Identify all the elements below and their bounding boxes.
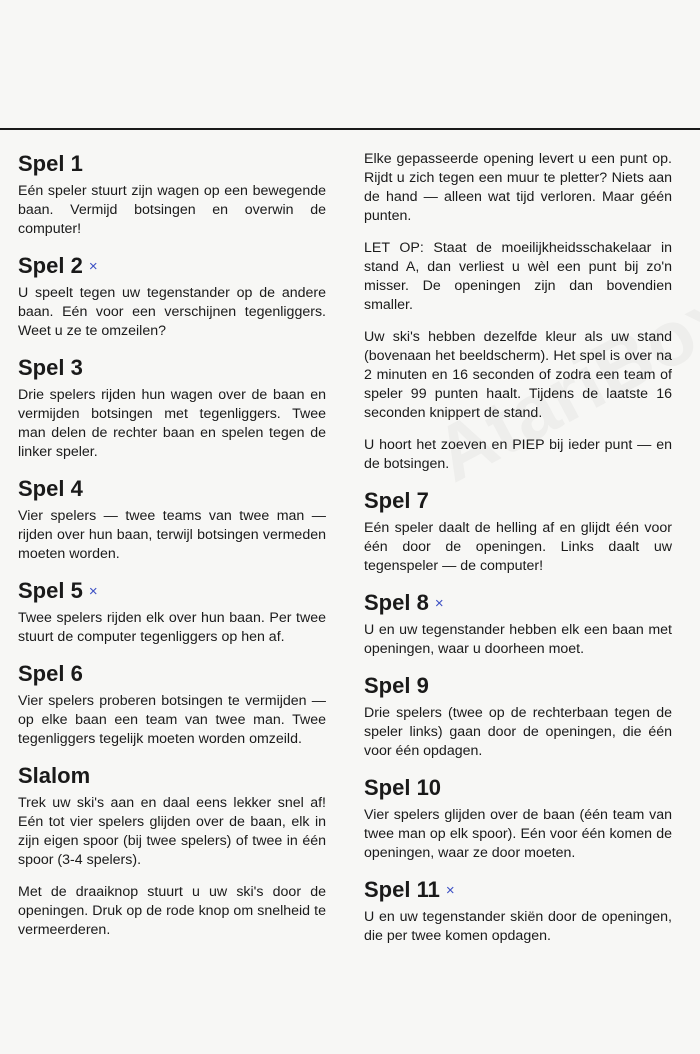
section-paragraph: U speelt tegen uw tegenstander op de andere baan. Eén voor een verschijnen tegenliggers. Weet u ze te omzeilen? (18, 285, 326, 339)
section-spel-9 (364, 672, 672, 761)
section-paragraph: U en uw tegenstander skiën door de openingen, die per twee komen opdagen. (364, 909, 672, 944)
section-heading (18, 577, 326, 605)
intro-paragraph: Elke gepasseerde opening levert u een punt op. Rijdt u zich tegen een muur te pletter? Niets aan de hand — alleen wat tijd verloren. Maar géén punten. (364, 151, 672, 224)
section-heading (364, 774, 672, 802)
section-paragraph: Vier spelers proberen botsingen te vermijden — op elke baan een team van twee man. Twee tegenliggers tegelijk moeten worden omzeild. (18, 693, 326, 747)
section-heading-text: Spel 7 (364, 488, 429, 513)
section-heading-text: Spel 6 (18, 661, 83, 686)
section-paragraph: Drie spelers rijden hun wagen over de baan en vermijden botsingen met tegenliggers. Twee man delen de rechter baan en spelen tegen de linker speler. (18, 387, 326, 460)
section-spel-4 (18, 475, 326, 564)
right-column (364, 150, 672, 959)
section-paragraph: Drie spelers (twee op de rechterbaan tegen de speler links) gaan door de openingen, die één voor één opdagen. (364, 705, 672, 759)
section-spel-2 (18, 252, 326, 341)
section-heading-text: Spel 4 (18, 476, 83, 501)
section-heading-text: Spel 1 (18, 151, 83, 176)
section-heading-text: Spel 2 (18, 253, 83, 278)
section-spel-3 (18, 354, 326, 462)
section-heading-text: Spel 11 (364, 877, 440, 902)
section-paragraph: U en uw tegenstander hebben elk een baan met openingen, waar u doorheen moet. (364, 622, 672, 657)
section-heading (364, 487, 672, 515)
section-heading (364, 589, 672, 617)
section-spel-8 (364, 589, 672, 659)
section-paragraph: Eén speler daalt de helling af en glijdt één voor één door de openingen. Links daalt uw tegenspeler — de computer! (364, 520, 672, 574)
section-paragraph: Vier spelers — twee teams van twee man — rijden over hun baan, terwijl botsingen vermeden moeten worden. (18, 508, 326, 562)
section-spel-5 (18, 577, 326, 647)
handwritten-cross-mark-icon: × (445, 881, 455, 899)
section-heading-text: Slalom (18, 763, 91, 788)
section-paragraph: Eén speler stuurt zijn wagen op een bewegende baan. Vermijd botsingen en overwin de computer! (18, 183, 326, 237)
section-spel-7 (364, 487, 672, 576)
section-heading (18, 660, 326, 688)
intro-paragraph: LET OP: Staat de moeilijkheidsschakelaar in stand A, dan verliest u wèl een punt bij zo'n misser. De openingen zijn dan bovendien smaller. (364, 240, 672, 313)
right-intro (364, 150, 672, 474)
section-heading-text: Spel 10 (364, 775, 442, 800)
intro-paragraph: Uw ski's hebben dezelfde kleur als uw stand (bovenaan het beeldscherm). Het spel is over na 2 minuten en 16 seconden of zodra een team of speler 99 punten haalt. Tijdens de laatste 16 seconden knippert de stand. (364, 329, 672, 421)
section-heading (18, 475, 326, 503)
section-heading (18, 252, 326, 280)
section-heading-text: Spel 3 (18, 355, 83, 380)
section-heading (364, 876, 672, 904)
section-heading (364, 672, 672, 700)
section-paragraph: Met de draaiknop stuurt u uw ski's door de openingen. Druk op de rode knop om snelheid te vermeerderen. (18, 884, 326, 938)
handwritten-cross-mark-icon: × (434, 594, 444, 612)
handwritten-cross-mark-icon: × (88, 582, 98, 600)
section-heading (18, 762, 326, 790)
section-paragraph: Twee spelers rijden elk over hun baan. Per twee stuurt de computer tegenliggers op hen af. (18, 610, 326, 645)
section-paragraph: Vier spelers glijden over de baan (één team van twee man op elk spoor). Eén voor één komen de openingen, waar ze door moeten. (364, 807, 672, 861)
section-spel-6 (18, 660, 326, 749)
left-column (18, 150, 326, 953)
section-slalom (18, 762, 326, 940)
intro-paragraph: U hoort het zoeven en PIEP bij ieder punt — en de botsingen. (364, 437, 672, 472)
section-spel-1 (18, 150, 326, 239)
top-rule (0, 128, 700, 130)
section-spel-10 (364, 774, 672, 863)
section-heading-text: Spel 8 (364, 590, 429, 615)
section-heading-text: Spel 9 (364, 673, 429, 698)
section-paragraph: Trek uw ski's aan en daal eens lekker snel af! Eén tot vier spelers glijden over de baan, elk in zijn eigen spoor (bij twee spelers) of twee in één spoor (3-4 spelers). (18, 795, 326, 868)
section-heading (18, 354, 326, 382)
section-spel-11 (364, 876, 672, 946)
handwritten-cross-mark-icon: × (88, 257, 98, 275)
section-heading (18, 150, 326, 178)
section-heading-text: Spel 5 (18, 578, 83, 603)
